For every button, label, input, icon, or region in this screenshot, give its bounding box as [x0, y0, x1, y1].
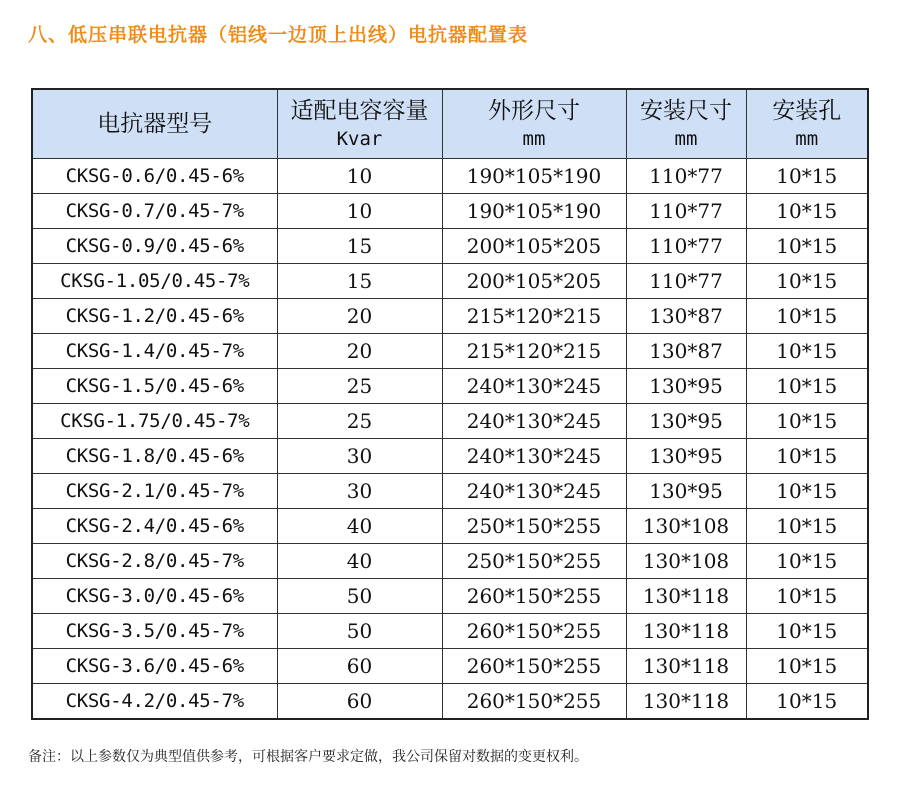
cell-mounting-hole: 10*15: [746, 544, 868, 579]
cell-mounting-size: 130*95: [626, 369, 746, 404]
cell-mounting-size: 110*77: [626, 229, 746, 264]
cell-model: CKSG-2.8/0.45-7%: [32, 544, 277, 579]
cell-capacity: 40: [277, 544, 442, 579]
cell-mounting-size: 130*118: [626, 579, 746, 614]
table-row: [32, 334, 868, 369]
cell-mounting-size: 130*95: [626, 474, 746, 509]
table-body: [32, 159, 868, 720]
page-title: 八、低压串联电抗器（铝线一边顶上出线）电抗器配置表: [28, 24, 529, 46]
cell-mounting-hole: 10*15: [746, 194, 868, 229]
footnote: 备注：以上参数仅为典型值供参考，可根据客户要求定做，我公司保留对数据的变更权利。: [28, 749, 588, 765]
cell-dimensions: 200*105*205: [442, 264, 626, 299]
cell-dimensions: 260*150*255: [442, 579, 626, 614]
header-label: 电抗器型号: [97, 111, 213, 137]
table-row: [32, 229, 868, 264]
cell-capacity: 60: [277, 684, 442, 720]
header-model: [32, 89, 277, 159]
cell-mounting-size: 130*118: [626, 649, 746, 684]
table-row: [32, 194, 868, 229]
cell-mounting-hole: 10*15: [746, 229, 868, 264]
cell-mounting-size: 130*87: [626, 334, 746, 369]
cell-mounting-hole: 10*15: [746, 159, 868, 194]
cell-model: CKSG-1.8/0.45-6%: [32, 439, 277, 474]
cell-capacity: 30: [277, 439, 442, 474]
cell-model: CKSG-3.6/0.45-6%: [32, 649, 277, 684]
cell-model: CKSG-2.1/0.45-7%: [32, 474, 277, 509]
cell-capacity: 20: [277, 334, 442, 369]
header-unit: mm: [522, 128, 546, 150]
reactor-config-table: [31, 88, 869, 720]
header-mounting-hole: [746, 89, 868, 159]
cell-mounting-hole: 10*15: [746, 264, 868, 299]
table-row: [32, 649, 868, 684]
cell-capacity: 40: [277, 509, 442, 544]
cell-dimensions: 250*150*255: [442, 544, 626, 579]
cell-capacity: 60: [277, 649, 442, 684]
cell-dimensions: 240*130*245: [442, 474, 626, 509]
cell-dimensions: 240*130*245: [442, 369, 626, 404]
cell-model: CKSG-0.6/0.45-6%: [32, 159, 277, 194]
cell-mounting-size: 130*95: [626, 439, 746, 474]
table-row: [32, 684, 868, 720]
cell-capacity: 25: [277, 369, 442, 404]
cell-capacity: 20: [277, 299, 442, 334]
table-row: [32, 579, 868, 614]
cell-model: CKSG-1.2/0.45-6%: [32, 299, 277, 334]
cell-capacity: 30: [277, 474, 442, 509]
header-label: 外形尺寸: [488, 98, 580, 124]
header-unit: mm: [795, 128, 819, 150]
cell-dimensions: 200*105*205: [442, 229, 626, 264]
cell-capacity: 15: [277, 229, 442, 264]
cell-mounting-size: 130*108: [626, 544, 746, 579]
cell-dimensions: 215*120*215: [442, 334, 626, 369]
cell-mounting-size: 130*118: [626, 684, 746, 720]
cell-mounting-hole: 10*15: [746, 649, 868, 684]
cell-mounting-size: 110*77: [626, 159, 746, 194]
header-unit: mm: [674, 128, 698, 150]
table-row: [32, 264, 868, 299]
table-row: [32, 299, 868, 334]
header-label: 适配电容容量: [290, 98, 429, 124]
cell-mounting-hole: 10*15: [746, 509, 868, 544]
cell-model: CKSG-3.0/0.45-6%: [32, 579, 277, 614]
cell-dimensions: 215*120*215: [442, 299, 626, 334]
header-dimensions: [442, 89, 626, 159]
table-row: [32, 544, 868, 579]
cell-mounting-hole: 10*15: [746, 369, 868, 404]
cell-model: CKSG-1.05/0.45-7%: [32, 264, 277, 299]
cell-mounting-hole: 10*15: [746, 299, 868, 334]
cell-capacity: 10: [277, 159, 442, 194]
cell-mounting-size: 130*87: [626, 299, 746, 334]
cell-model: CKSG-4.2/0.45-7%: [32, 684, 277, 720]
cell-dimensions: 190*105*190: [442, 194, 626, 229]
cell-mounting-size: 130*108: [626, 509, 746, 544]
cell-mounting-hole: 10*15: [746, 474, 868, 509]
header-mounting-size: [626, 89, 746, 159]
header-unit: Kvar: [336, 128, 383, 150]
cell-mounting-hole: 10*15: [746, 579, 868, 614]
cell-dimensions: 240*130*245: [442, 404, 626, 439]
header-label: 安装尺寸: [640, 98, 732, 124]
cell-mounting-size: 130*95: [626, 404, 746, 439]
cell-dimensions: 260*150*255: [442, 649, 626, 684]
cell-model: CKSG-0.7/0.45-7%: [32, 194, 277, 229]
cell-dimensions: 190*105*190: [442, 159, 626, 194]
cell-model: CKSG-1.5/0.45-6%: [32, 369, 277, 404]
cell-capacity: 50: [277, 579, 442, 614]
header-label: 安装孔: [772, 98, 842, 124]
cell-mounting-size: 130*118: [626, 614, 746, 649]
table-row: [32, 614, 868, 649]
cell-mounting-hole: 10*15: [746, 684, 868, 720]
cell-capacity: 10: [277, 194, 442, 229]
cell-model: CKSG-3.5/0.45-7%: [32, 614, 277, 649]
table-row: [32, 509, 868, 544]
cell-mounting-hole: 10*15: [746, 334, 868, 369]
cell-dimensions: 260*150*255: [442, 684, 626, 720]
cell-mounting-hole: 10*15: [746, 404, 868, 439]
cell-mounting-size: 110*77: [626, 264, 746, 299]
cell-mounting-hole: 10*15: [746, 439, 868, 474]
header-capacity: [277, 89, 442, 159]
table-row: [32, 369, 868, 404]
cell-model: CKSG-1.4/0.45-7%: [32, 334, 277, 369]
cell-model: CKSG-0.9/0.45-6%: [32, 229, 277, 264]
table-row: [32, 439, 868, 474]
table-row: [32, 474, 868, 509]
table-row: [32, 404, 868, 439]
cell-capacity: 25: [277, 404, 442, 439]
cell-mounting-size: 110*77: [626, 194, 746, 229]
cell-capacity: 50: [277, 614, 442, 649]
table-row: [32, 159, 868, 194]
cell-capacity: 15: [277, 264, 442, 299]
cell-model: CKSG-2.4/0.45-6%: [32, 509, 277, 544]
cell-mounting-hole: 10*15: [746, 614, 868, 649]
cell-model: CKSG-1.75/0.45-7%: [32, 404, 277, 439]
cell-dimensions: 240*130*245: [442, 439, 626, 474]
table-header: [32, 89, 868, 159]
cell-dimensions: 260*150*255: [442, 614, 626, 649]
cell-dimensions: 250*150*255: [442, 509, 626, 544]
